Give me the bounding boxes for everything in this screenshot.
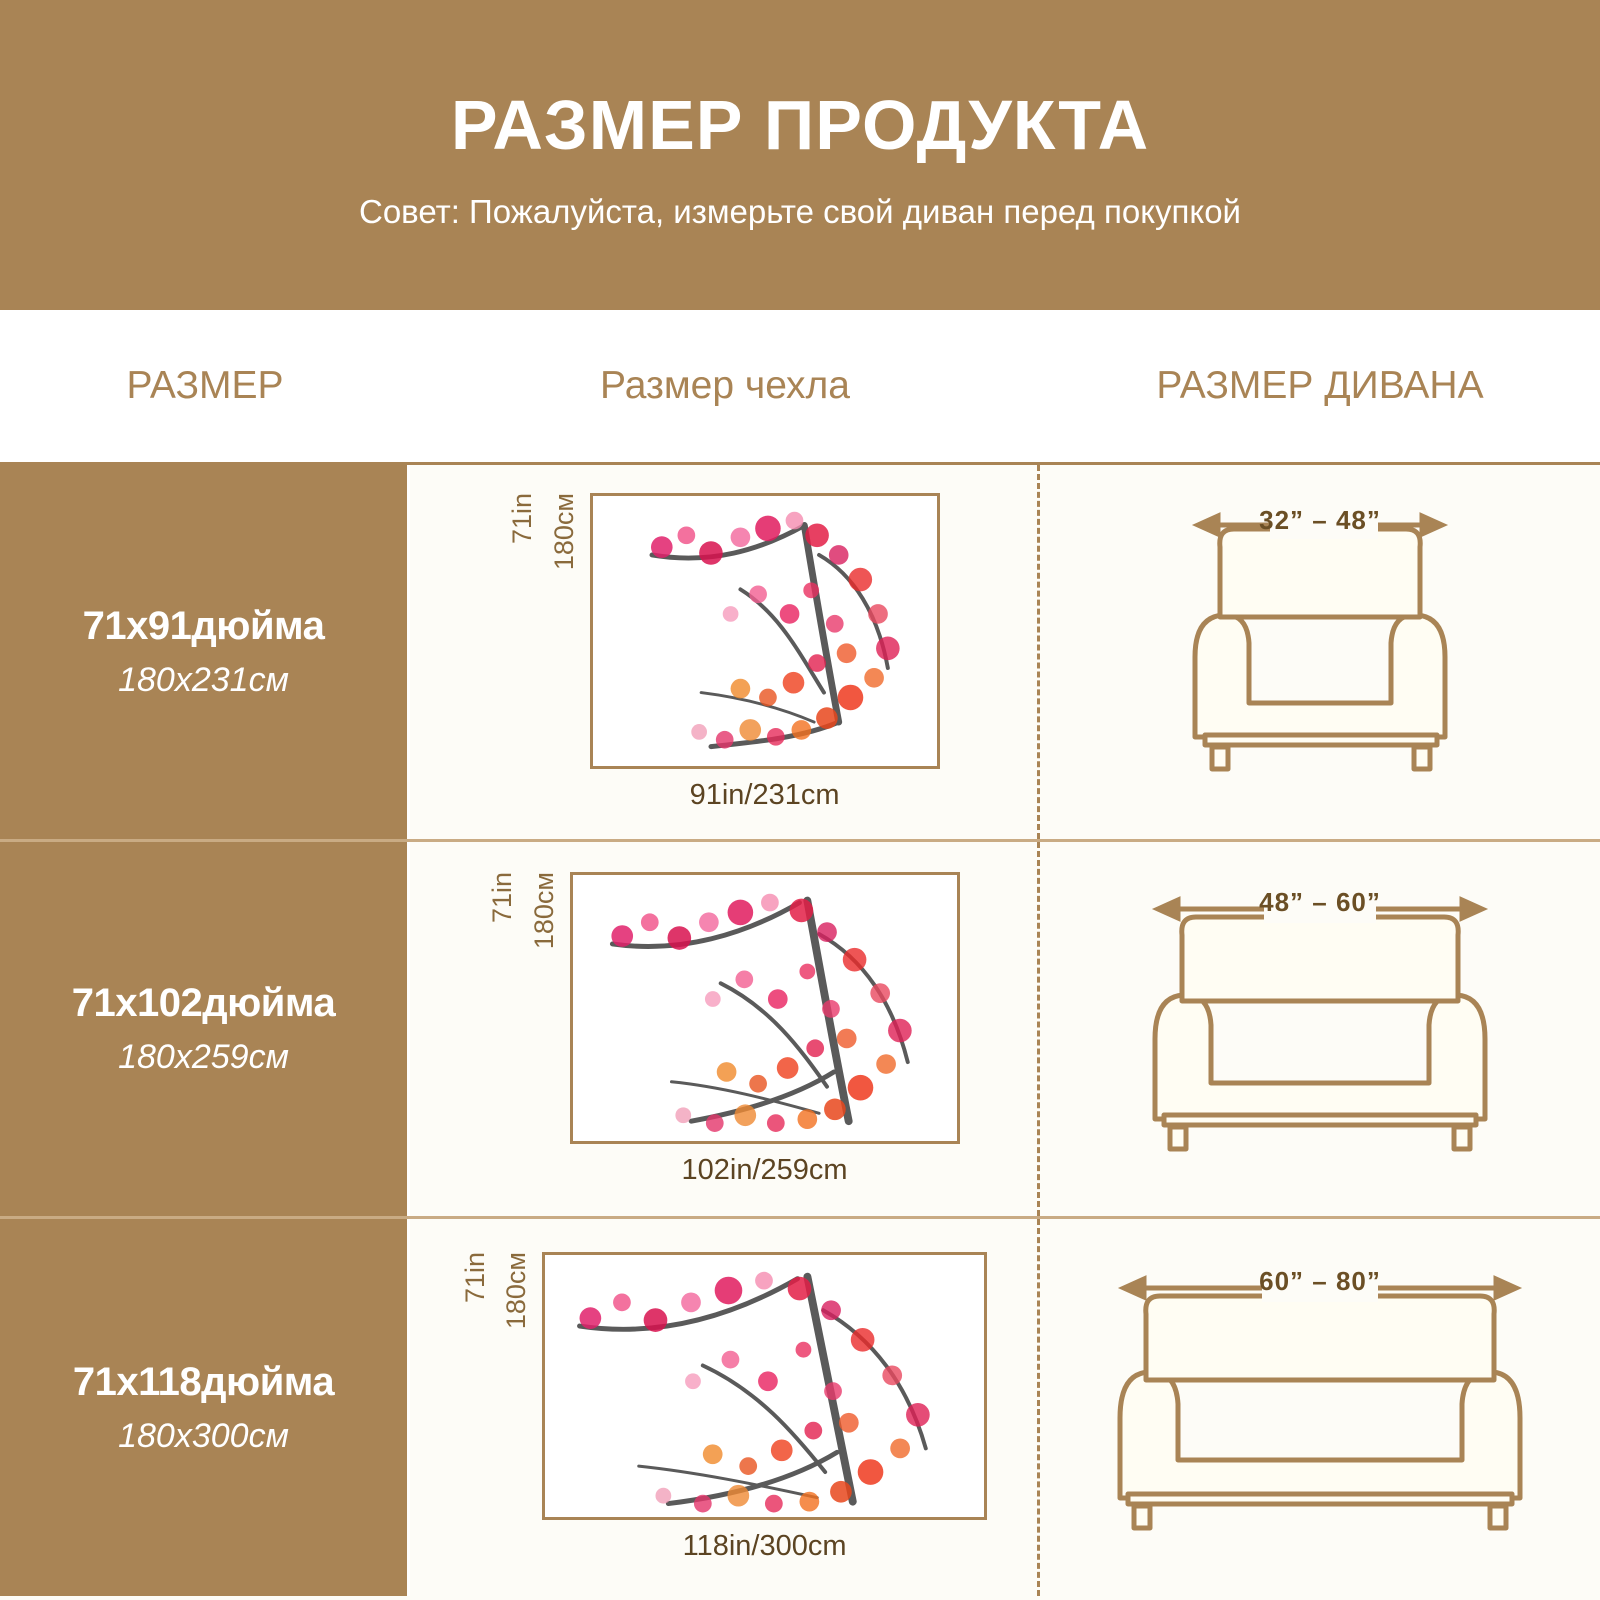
sofa-width-label: 32” – 48” bbox=[1259, 505, 1381, 535]
cover-cell bbox=[410, 465, 1040, 839]
size-cell bbox=[0, 842, 410, 1216]
cover-height-label-cm bbox=[529, 872, 560, 949]
sofa-cell bbox=[1040, 465, 1600, 839]
size-cm-label: 180x231см bbox=[118, 661, 289, 699]
column-header-size: РАЗМЕР bbox=[126, 364, 284, 407]
cover-height-inches: 71in bbox=[487, 871, 518, 923]
size-cm-label: 180x259см bbox=[118, 1038, 289, 1076]
cover-height-label bbox=[507, 493, 538, 544]
cover-width-label: 91in/231cm bbox=[689, 778, 840, 811]
cover-height-cm: 180см bbox=[528, 871, 559, 949]
cover-swatch bbox=[542, 1252, 987, 1520]
table-header-row bbox=[0, 310, 1600, 465]
cover-height-label-cm bbox=[501, 1252, 532, 1329]
size-inches-label: 71x118дюйма bbox=[72, 1359, 335, 1404]
size-cm-label: 180x300см bbox=[118, 1416, 289, 1455]
size-inches-label: 71x102дюйма bbox=[71, 981, 336, 1025]
cover-width-label: 102in/259cm bbox=[681, 1153, 848, 1186]
cover-width-label: 118in/300cm bbox=[682, 1530, 847, 1562]
page-subtitle: Совет: Пожалуйста, измерьте свой диван перед покупкой bbox=[359, 192, 1241, 230]
cover-cell bbox=[410, 1219, 1040, 1596]
sofa-cell bbox=[1040, 1219, 1600, 1596]
cover-swatch bbox=[570, 872, 960, 1144]
table-row bbox=[0, 465, 1600, 842]
cover-height-label-cm bbox=[549, 493, 580, 570]
cover-height-label bbox=[460, 1252, 491, 1303]
column-header-cover: Размер чехла bbox=[600, 364, 850, 407]
cover-swatch bbox=[590, 493, 940, 769]
size-inches-label: 71x91дюйма bbox=[82, 604, 325, 648]
cover-height-label bbox=[487, 872, 518, 923]
cherry-blossom-pattern-icon bbox=[573, 875, 957, 1143]
cherry-blossom-pattern-icon bbox=[593, 496, 937, 767]
cover-height-inches: 71in bbox=[459, 1252, 490, 1304]
table-row bbox=[0, 1219, 1600, 1596]
size-cell bbox=[0, 1219, 410, 1596]
column-header-sofa: РАЗМЕР ДИВАНА bbox=[1156, 364, 1484, 407]
sofa-outline-icon bbox=[1120, 507, 1520, 797]
cherry-blossom-pattern-icon bbox=[545, 1255, 984, 1519]
sofa-outline-icon bbox=[1080, 1265, 1560, 1548]
cover-height-cm: 180см bbox=[501, 1252, 531, 1330]
sofa-outline-icon bbox=[1100, 889, 1540, 1169]
cover-cell bbox=[410, 842, 1040, 1216]
size-cell bbox=[0, 465, 410, 839]
cover-height-cm: 180см bbox=[548, 492, 579, 570]
cover-height-inches: 71in bbox=[507, 492, 538, 544]
header-banner bbox=[0, 0, 1600, 310]
table-row bbox=[0, 842, 1600, 1219]
sofa-width-label: 60” – 80” bbox=[1259, 1265, 1381, 1296]
sofa-width-label: 48” – 60” bbox=[1259, 887, 1381, 917]
page-title: РАЗМЕР ПРОДУКТА bbox=[450, 86, 1150, 165]
sofa-cell bbox=[1040, 842, 1600, 1216]
